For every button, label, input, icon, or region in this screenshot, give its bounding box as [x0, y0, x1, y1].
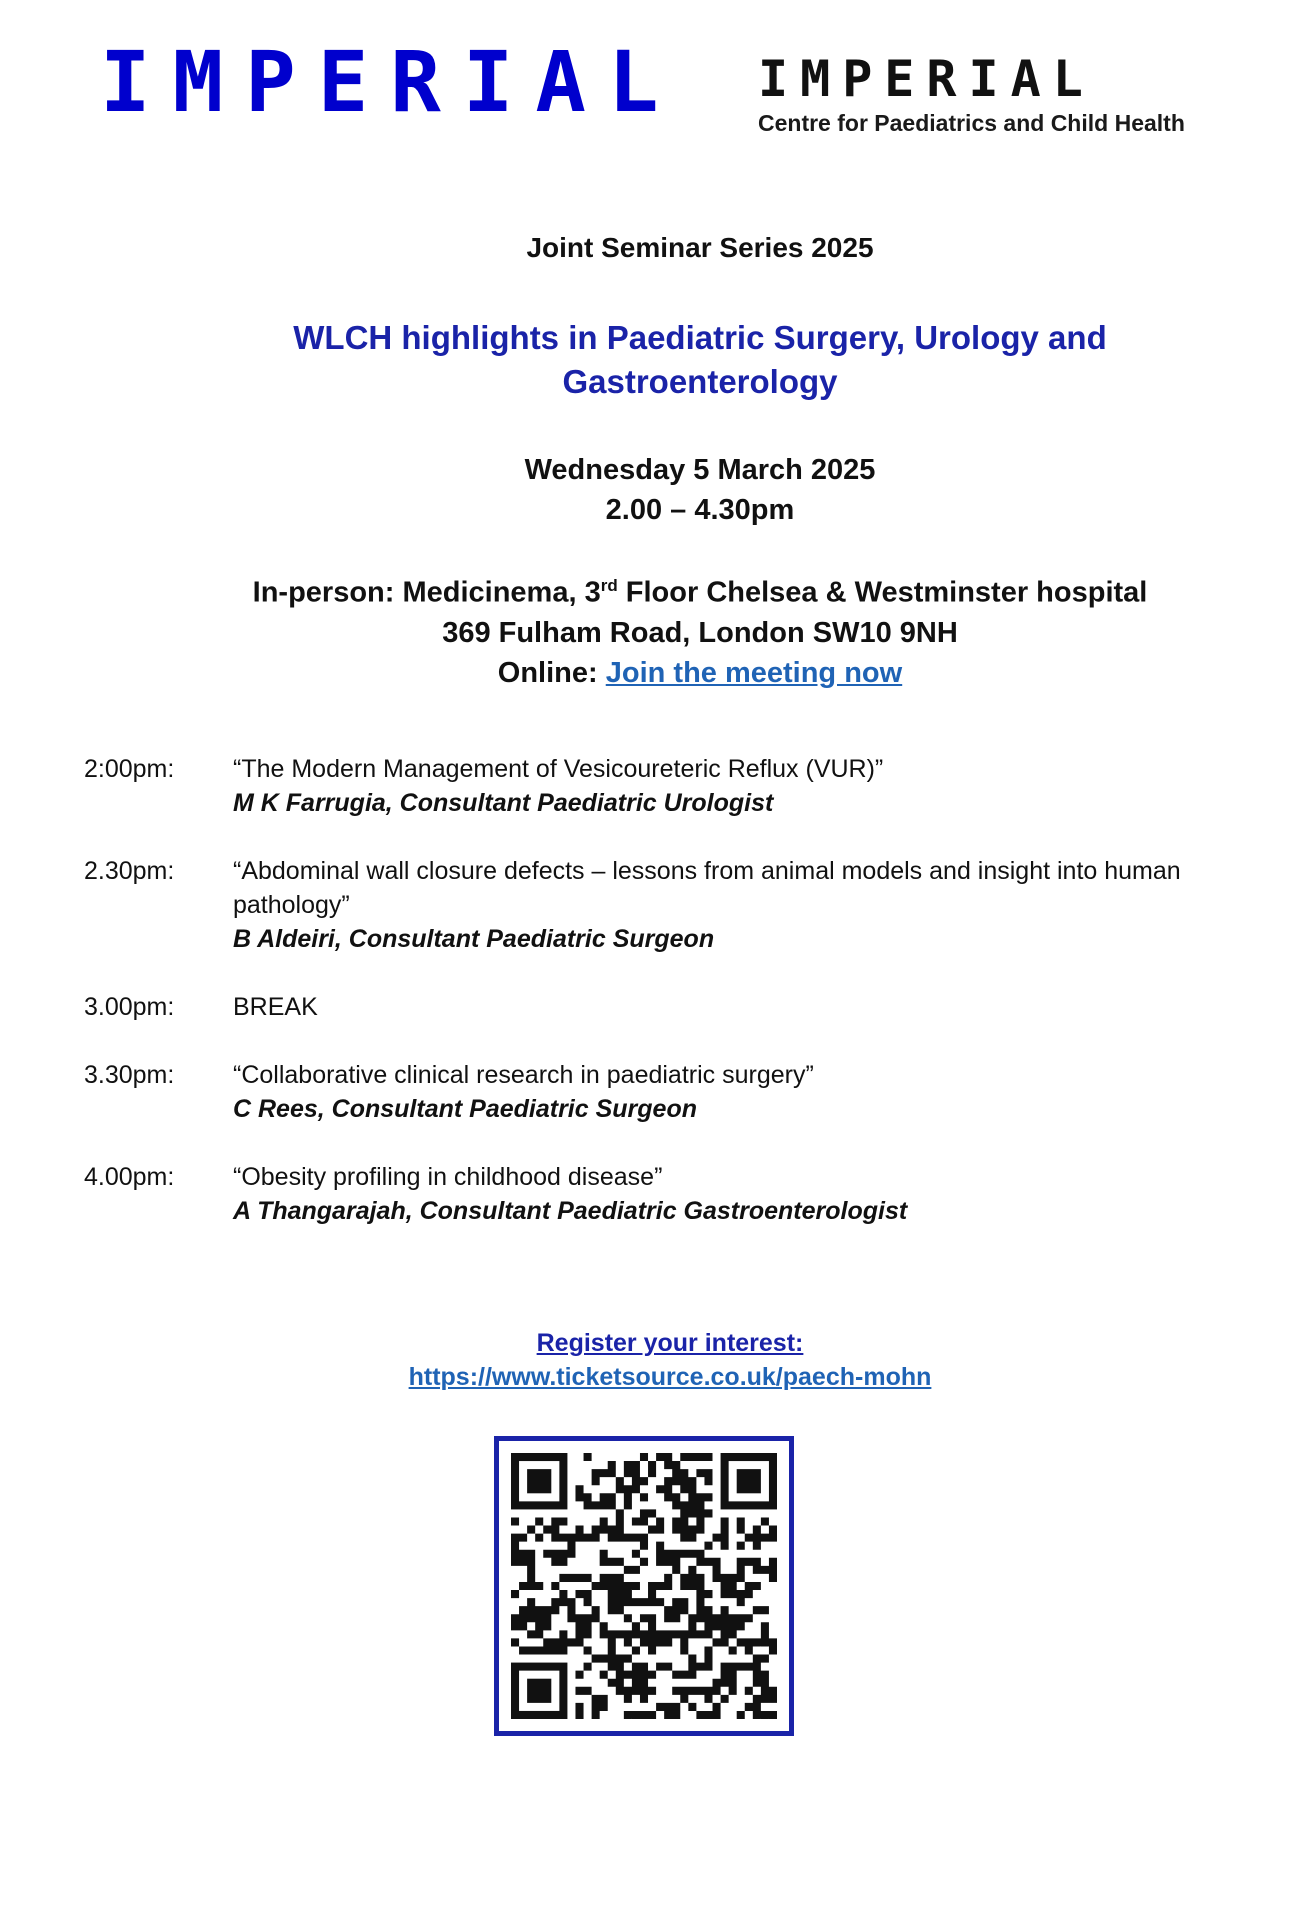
venue-address: 369 Fulham Road, London SW10 9NH [442, 616, 958, 649]
event-time: 2.00 – 4.30pm [605, 494, 795, 526]
agenda-talk: “Collaborative clinical research in paediatric surgery” [233, 1061, 814, 1089]
agenda [84, 752, 1264, 1262]
agenda-speaker: C Rees, Consultant Paediatric Surgeon [233, 1095, 697, 1123]
qr-code [494, 1436, 794, 1736]
register-label: Register your interest: [536, 1329, 804, 1357]
event-title [150, 316, 1250, 404]
agenda-speaker: A Thangarajah, Consultant Paediatric Gastroenterologist [233, 1197, 908, 1225]
centre-logo-name: IMPERIAL [758, 50, 1095, 108]
centre-logo [758, 50, 1218, 137]
agenda-talk: “Abdominal wall closure defects – lessons from animal models and insight into human pathology” [233, 857, 1181, 919]
agenda-time: 2:00pm: [84, 755, 175, 783]
event-date: Wednesday 5 March 2025 [524, 454, 876, 486]
qr-code-icon [511, 1453, 777, 1719]
register-url-link[interactable]: https://www.ticketsource.co.uk/paech-mohn [408, 1363, 932, 1391]
agenda-time: 3.30pm: [84, 1061, 175, 1089]
venue-prefix: In-person: Medicinema, 3 [252, 576, 601, 609]
agenda-details [233, 752, 1264, 820]
agenda-details [233, 1058, 1264, 1126]
agenda-time: 4.00pm: [84, 1163, 175, 1191]
agenda-item [84, 854, 1264, 956]
seminar-series: Joint Seminar Series 2025 [526, 232, 874, 263]
venue-suffix: Floor Chelsea & Westminster hospital [617, 576, 1148, 609]
agenda-item [84, 990, 1264, 1024]
event-venue [150, 566, 1250, 693]
join-meeting-link[interactable]: Join the meeting now [605, 656, 903, 689]
agenda-item [84, 1160, 1264, 1228]
centre-logo-subtitle: Centre for Paediatrics and Child Health [758, 110, 1185, 136]
agenda-details [233, 854, 1264, 956]
agenda-details [233, 990, 1264, 1024]
agenda-talk: “The Modern Management of Vesicoureteric Reflux (VUR)” [233, 755, 884, 783]
agenda-item [84, 1058, 1264, 1126]
agenda-item [84, 752, 1264, 820]
venue-line [150, 566, 1250, 613]
event-title-line-2: Gastroenterology [562, 363, 838, 400]
online-label: Online: [497, 656, 606, 689]
venue-sup: rd [600, 576, 618, 595]
event-title-line-1: WLCH highlights in Paediatric Surgery, Urology and [293, 319, 1107, 356]
online-line [150, 653, 1250, 693]
agenda-talk: “Obesity profiling in childhood disease” [233, 1163, 663, 1191]
agenda-talk: BREAK [233, 993, 318, 1021]
agenda-details [233, 1160, 1264, 1228]
agenda-speaker: B Aldeiri, Consultant Paediatric Surgeon [233, 925, 715, 953]
agenda-speaker: M K Farrugia, Consultant Paediatric Urologist [233, 789, 774, 817]
imperial-logo: IMPERIAL [100, 33, 681, 131]
event-datetime [150, 450, 1250, 530]
register-block [300, 1326, 1040, 1394]
agenda-time: 3.00pm: [84, 993, 175, 1021]
agenda-time: 2.30pm: [84, 857, 175, 885]
